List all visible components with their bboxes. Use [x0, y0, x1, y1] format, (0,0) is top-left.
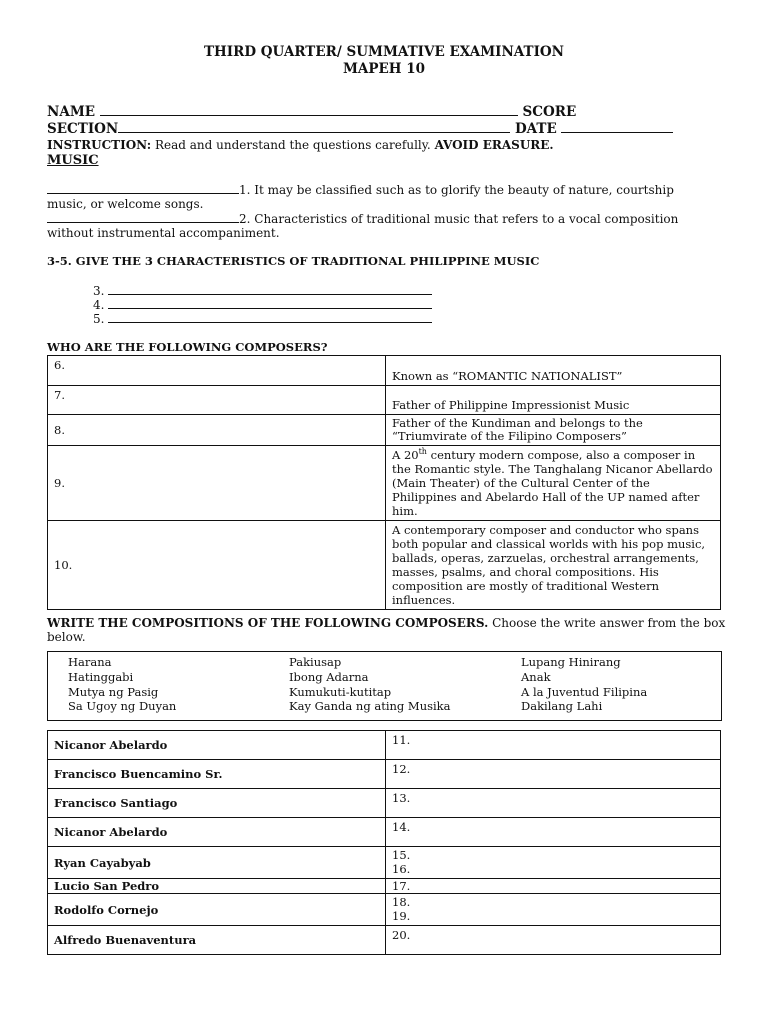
table-row: [48, 926, 721, 955]
section-row: [47, 121, 673, 137]
answer-2-field[interactable]: [47, 211, 239, 223]
item-number: 16.: [392, 862, 411, 876]
item-number: 18.: [392, 895, 411, 909]
table-row: [48, 446, 721, 521]
table-row: [48, 879, 721, 894]
choice-item: A la Juventud Filipina: [521, 685, 648, 699]
compositions-table: [47, 730, 721, 955]
answer-cell-17[interactable]: 17.: [386, 879, 721, 894]
answer-cell-18-19[interactable]: [386, 894, 721, 926]
answer-cell-20[interactable]: 20.: [386, 926, 721, 955]
item-number: 3.: [93, 284, 105, 298]
question-3-5-heading: 3-5. GIVE THE 3 CHARACTERISTICS OF TRADITIONAL PHILIPPINE MUSIC: [47, 254, 540, 268]
instruction-text: Read and understand the questions carefully.: [151, 138, 435, 152]
choice-item: Mutya ng Pasig: [68, 685, 159, 699]
compositions-heading-rest: Choose the write answer from the box: [488, 616, 726, 630]
item-number: 5.: [93, 312, 105, 326]
choice-item: Sa Ugoy ng Duyan: [68, 699, 177, 713]
name-row: [47, 104, 576, 120]
instruction: [47, 138, 554, 152]
answer-cell-15-16[interactable]: [386, 847, 721, 879]
choice-item: Hatinggabi: [68, 670, 134, 684]
composers-table: [47, 355, 721, 610]
table-row: [48, 760, 721, 789]
table-row: [48, 731, 721, 760]
item-number: 4.: [93, 298, 105, 312]
table-row: [48, 789, 721, 818]
answer-cell-12[interactable]: 12.: [386, 760, 721, 789]
exam-subtitle: MAPEH 10: [342, 61, 426, 77]
question-1: [47, 182, 674, 197]
compositions-heading-line2: below.: [47, 630, 86, 644]
compositions-heading: [47, 616, 725, 630]
answer-cell-14[interactable]: 14.: [386, 818, 721, 847]
answer-cell-11[interactable]: 11.: [386, 731, 721, 760]
question-2-line1: 2. Characteristics of traditional music that refers to a vocal composition: [239, 212, 679, 226]
composer-cell: Francisco Buencamino Sr.: [48, 760, 386, 789]
name-field[interactable]: [100, 104, 518, 116]
date-label: DATE: [514, 121, 557, 137]
table-row: [48, 847, 721, 879]
composer-cell: Francisco Santiago: [48, 789, 386, 818]
choice-item: Ibong Adarna: [289, 670, 369, 684]
compositions-heading-bold: WRITE THE COMPOSITIONS OF THE FOLLOWING COMPOSERS.: [47, 616, 489, 630]
answer-4-field[interactable]: [108, 297, 432, 309]
answer-1-field[interactable]: [47, 182, 239, 194]
date-field[interactable]: [561, 121, 673, 133]
item-number: 15.: [392, 848, 411, 862]
description-cell: [386, 446, 721, 521]
choices-box: [47, 651, 722, 721]
answer-cell-9[interactable]: 9.: [48, 446, 386, 521]
table-row: [48, 415, 721, 446]
composers-heading: WHO ARE THE FOLLOWING COMPOSERS?: [47, 340, 328, 354]
description-cell: Father of Philippine Impressionist Music: [386, 386, 721, 415]
choice-item: Lupang Hinirang: [521, 655, 621, 669]
section-music-heading: MUSIC: [47, 153, 99, 168]
description-cell: A contemporary composer and conductor who spans both popular and classical worlds with his pop music, ballads, operas, zarzuelas, orchestral arrangements, masses, psalms, and choral compositions. His composition are mostly of traditional Western influences.: [386, 521, 721, 610]
answer-5-field[interactable]: [108, 311, 432, 323]
choice-item: Harana: [68, 655, 112, 669]
composer-cell: Nicanor Abelardo: [48, 818, 386, 847]
choice-item: Anak: [521, 670, 551, 684]
table-row: [48, 386, 721, 415]
choice-item: Kumukuti-kutitap: [289, 685, 392, 699]
answer-5-row: [93, 311, 432, 326]
item-number: 19.: [392, 909, 411, 923]
composer-cell: Nicanor Abelardo: [48, 731, 386, 760]
description-cell: Known as “ROMANTIC NATIONALIST”: [386, 356, 721, 386]
instruction-emphasis: AVOID ERASURE.: [434, 138, 554, 152]
question-1-line1: 1. It may be classified such as to glorify the beauty of nature, courtship: [239, 183, 674, 197]
composer-cell: Rodolfo Cornejo: [48, 894, 386, 926]
composer-cell: Alfredo Buenaventura: [48, 926, 386, 955]
composer-cell: Ryan Cayabyab: [48, 847, 386, 879]
table-row: [48, 818, 721, 847]
table-row: [48, 894, 721, 926]
answer-3-row: [93, 283, 432, 298]
name-label: NAME: [47, 104, 96, 120]
choice-item: Dakilang Lahi: [521, 699, 603, 713]
exam-title: THIRD QUARTER/ SUMMATIVE EXAMINATION: [203, 44, 565, 60]
answer-cell-10[interactable]: 10.: [48, 521, 386, 610]
question-2-line2: without instrumental accompaniment.: [47, 226, 280, 240]
choice-item: Pakiusap: [289, 655, 342, 669]
question-1-line2: music, or welcome songs.: [47, 197, 204, 211]
superscript: th: [418, 447, 427, 457]
table-row: [48, 356, 721, 386]
question-2: [47, 211, 678, 226]
instruction-label: INSTRUCTION:: [47, 138, 152, 152]
score-label: SCORE: [522, 104, 577, 120]
section-label: SECTION: [47, 121, 119, 137]
choice-item: Kay Ganda ng ating Musika: [289, 699, 451, 713]
answer-cell-7[interactable]: 7.: [48, 386, 386, 415]
description-text: A 20: [392, 448, 419, 462]
table-row: [48, 521, 721, 610]
answer-cell-8[interactable]: 8.: [48, 415, 386, 446]
composer-cell: Lucio San Pedro: [48, 879, 386, 894]
answer-cell-13[interactable]: 13.: [386, 789, 721, 818]
answer-cell-6[interactable]: 6.: [48, 356, 386, 386]
description-text: century modern compose, also a composer in the Romantic style. The Tanghalang Nicanor Abellardo (Main Theater) of the Cultural Center of the Philippines and Abelardo Hall of the UP named after him.: [392, 448, 713, 518]
answer-3-field[interactable]: [108, 283, 432, 295]
section-field[interactable]: [118, 121, 510, 133]
answer-4-row: [93, 297, 432, 312]
description-cell: Father of the Kundiman and belongs to the “Triumvirate of the Filipino Composers”: [386, 415, 721, 446]
